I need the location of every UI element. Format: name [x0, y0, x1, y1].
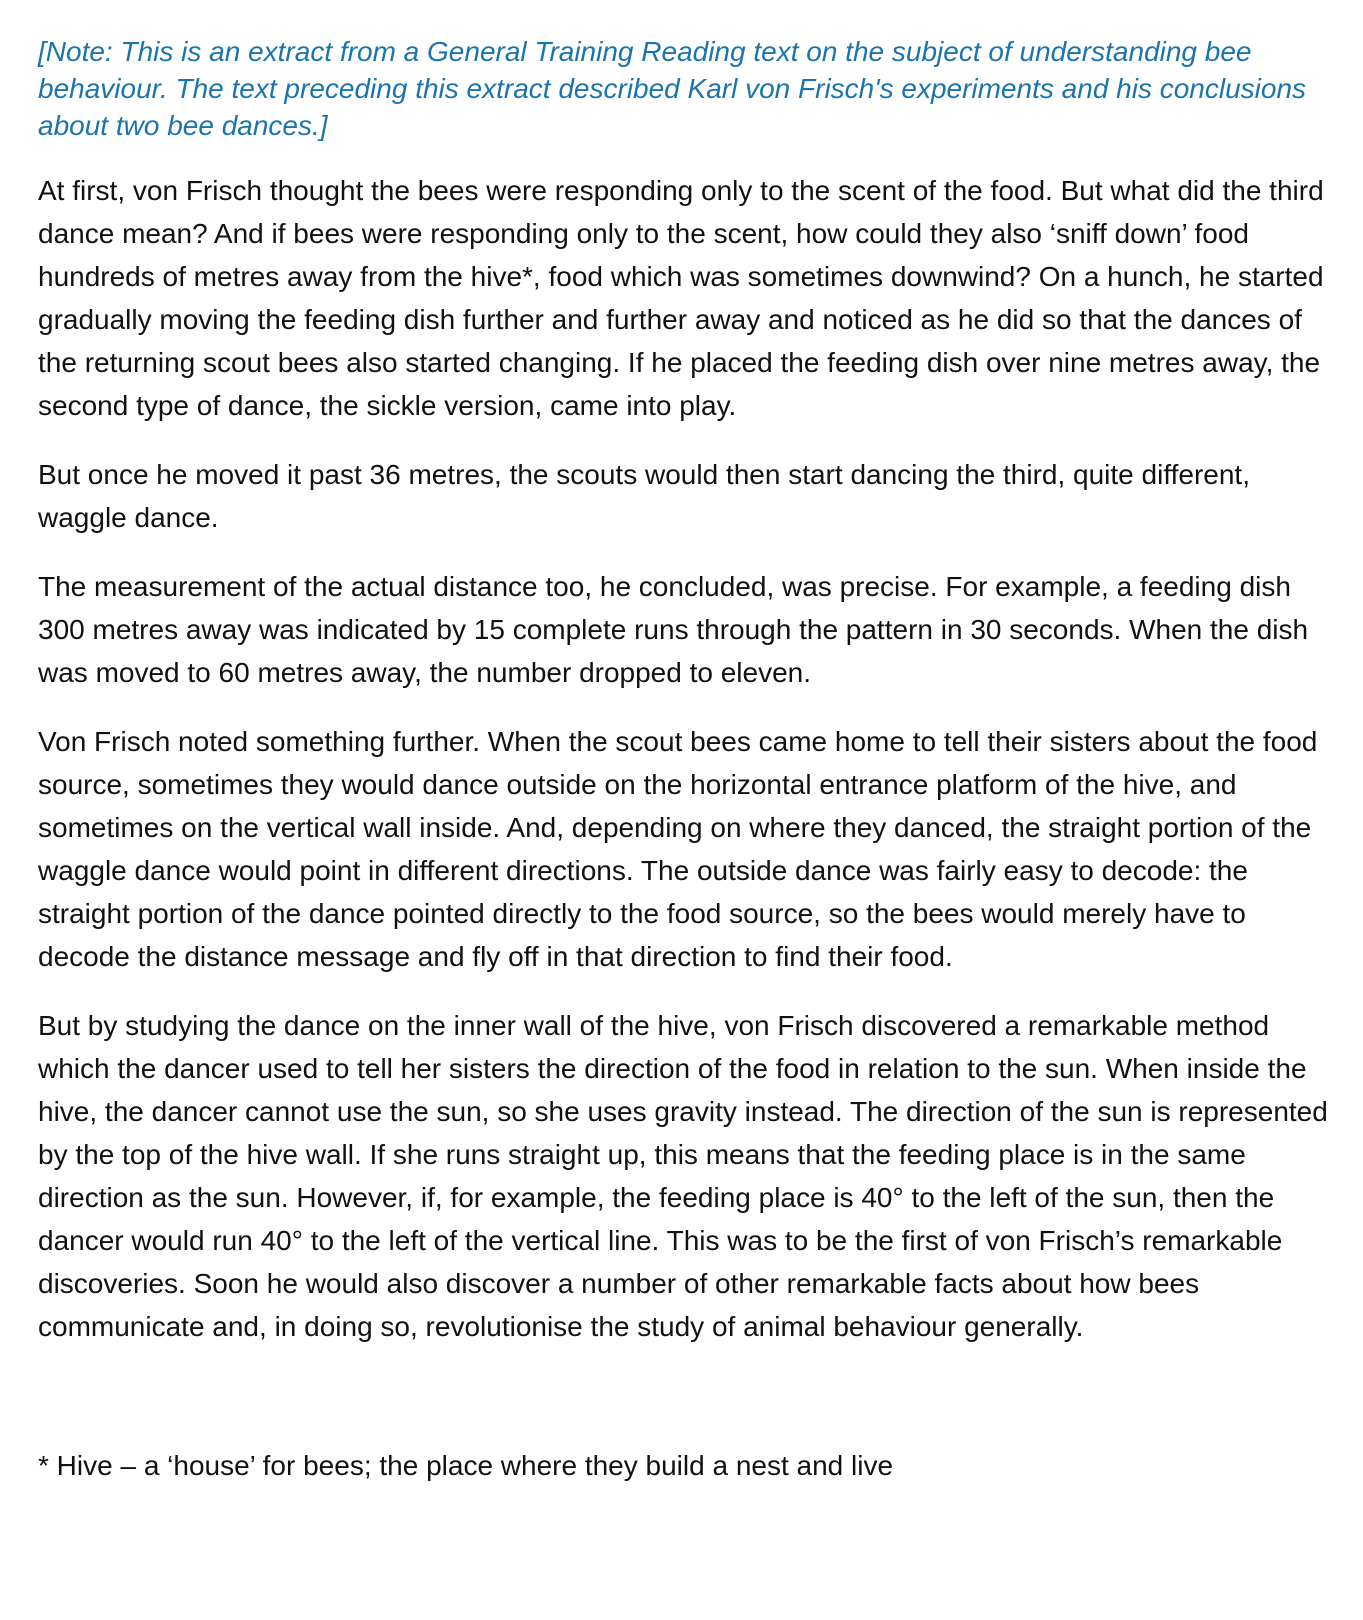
paragraph-dance-location: Von Frisch noted something further. When the scout bees came home to tell their sisters about the food source, sometimes they would dance outside on the horizontal entrance platform of the hive, and sometimes on the vertical wall inside. And, depending on where they danced, the straight portion of the waggle dance would point in different directions. The outside dance was fairly easy to decode: the straight portion of the dance pointed directly to the food source, so the bees would merely have to decode the distance message and fly off in that direction to find their food. [38, 726, 1318, 972]
editor-note: [Note: This is an extract from a General Training Reading text on the subject of understanding bee behaviour. The text preceding this extract described Karl von Frisch's experiments and his conclusions about two bee dances.] [38, 36, 1307, 141]
paragraph-waggle-dance: But once he moved it past 36 metres, the scouts would then start dancing the third, quite different, waggle dance. [38, 459, 1250, 533]
paragraph-distance-measurement: The measurement of the actual distance too, he concluded, was precise. For example, a feeding dish 300 metres away was indicated by 15 complete runs through the pattern in 30 seconds. When the dish was moved to 60 metres away, the number dropped to eleven. [38, 571, 1309, 688]
footnote-hive-definition: * Hive – a ‘house’ for bees; the place where they build a nest and live [38, 1450, 894, 1481]
paragraph-gravity-discovery: But by studying the dance on the inner wall of the hive, von Frisch discovered a remarkable method which the dancer used to tell her sisters the direction of the food in relation to the sun. When inside the hive, the dancer cannot use the sun, so she uses gravity instead. The direction of the sun is represented by the top of the hive wall. If she runs straight up, this means that the feeding place is in the same direction as the sun. However, if, for example, the feeding place is 40° to the left of the sun, then the dancer would run 40° to the left of the vertical line. This was to be the first of von Frisch’s remarkable discoveries. Soon he would also discover a number of other remarkable facts about how bees communicate and, in doing so, revolutionise the study of animal behaviour generally. [38, 1010, 1328, 1342]
paragraph-scent-experiment: At first, von Frisch thought the bees were responding only to the scent of the food. But what did the third dance mean? And if bees were responding only to the scent, how could they also ‘sniff down’ food hundreds of metres away from the hive*, food which was sometimes downwind? On a hunch, he started gradually moving the feeding dish further and further away and noticed as he did so that the dances of the returning scout bees also started changing. If he placed the feeding dish over nine metres away, the second type of dance, the sickle version, came into play. [38, 175, 1324, 421]
